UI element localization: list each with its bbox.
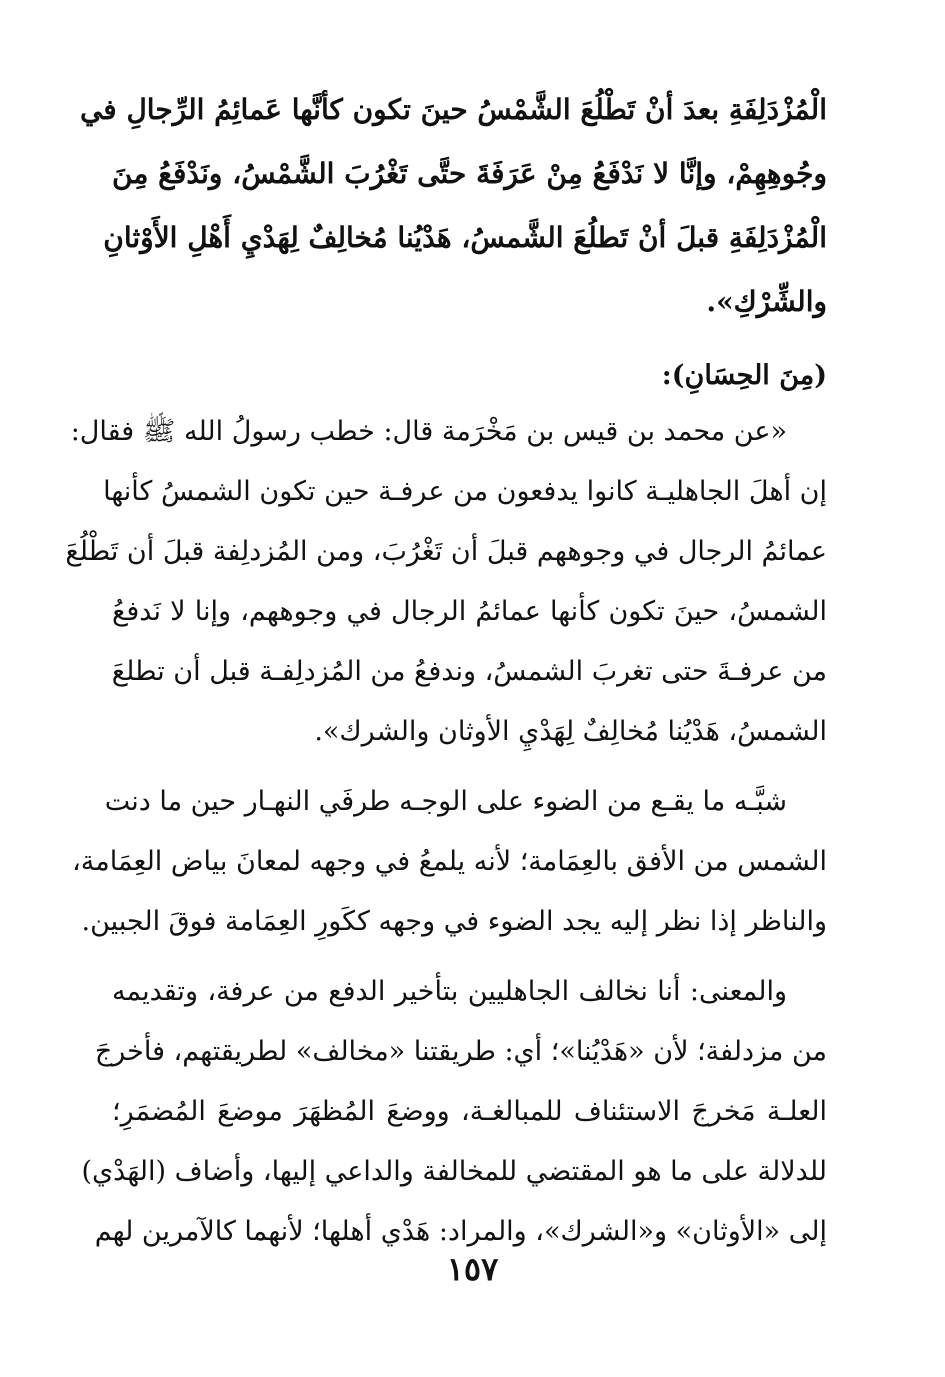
page-number: ١٥٧ xyxy=(446,1250,499,1288)
text-line: من عرفـةَ حتى تغربَ الشمسُ، وندفعُ من المُزدلِفـة قبل أن تطلعَ xyxy=(111,656,827,687)
page-body xyxy=(65,78,827,1272)
text-line: الشمسُ، حينَ تكون كأنها عمائمُ الرجال في وجوههم، وإنا لا نَدفعُ xyxy=(112,596,827,627)
paragraph-hadith-quote xyxy=(65,402,827,762)
text-line: والشِّرْكِ». xyxy=(706,285,827,318)
text-line: من مزدلفة؛ لأن «هَدْيُنا»؛ أي: طريقتنا «مخالف» لطريقتهم، فأخرجَ xyxy=(94,1036,827,1067)
text-line: والمعنى: أنا نخالف الجاهليين بتأخير الدفع من عرفة، وتقديمه xyxy=(112,976,787,1007)
paragraph-commentary-2 xyxy=(81,962,827,1262)
text-line: الشمسُ، هَدْيُنا مُخالِفٌ لِهَدْيِ الأوثان والشرك». xyxy=(314,716,827,747)
hadith-text-bold xyxy=(79,78,827,334)
text-line: الشمس من الأفق بالعِمَامة؛ لأنه يلمعُ في وجهه لمعانَ بياض العِمَامة، xyxy=(72,846,827,877)
text-line: للدلالة على ما هو المقتضي للمخالفة والداعي إليها، وأضاف (الهَدْي) xyxy=(81,1156,827,1187)
text-line: الْمُزْدَلِفَةِ قبلَ أنْ تَطلُعَ الشَّمسُ، هَدْيُنا مُخالِفٌ لِهَدْيِ أَهْلِ الأَوْثانِ xyxy=(103,221,827,254)
text-line: إن أهلَ الجاهليـة كانوا يدفعون من عرفـة حين تكون الشمسُ كأنها xyxy=(103,476,827,507)
text-line: «عن محمد بن قيس بن مَخْرَمة قال: خطب رسولُ الله ﷺ فقال: xyxy=(70,416,787,447)
text-line: إلى «الأوثان» و«الشرك»، والمراد: هَدْي أهلها؛ لأنهما كالآمرين لهم xyxy=(94,1216,827,1247)
paragraph-commentary-1 xyxy=(72,772,827,952)
text-line: العلـة مَخرجَ الاستئناف للمبالغـة، ووضعَ المُظهَرَ موضعَ المُضمَرِ؛ xyxy=(112,1096,827,1127)
section-heading: (مِنَ الحِسَانِ): xyxy=(661,360,827,391)
text-line: شبَّـه ما يقـع من الضوء على الوجـه طرفَي النهـار حين ما دنت xyxy=(104,786,787,817)
text-line: الْمُزْدَلِفَةِ بعدَ أنْ تَطْلُعَ الشَّمْسُ حينَ تكون كأنَّها عَمائِمُ الرِّجالِ في xyxy=(79,93,827,126)
text-line: عمائمُ الرجال في وجوههم قبلَ أن تَغْرُبَ، ومن المُزدلِفة قبلَ أن تَطْلُعَ xyxy=(65,536,827,567)
text-line: وجُوهِهِمْ، وإنَّا لا نَدْفَعُ مِنْ عَرَفَةَ حتَّى تَغْرُبَ الشَّمْسُ، ونَدْفَعُ مِنَ xyxy=(112,157,827,190)
text-line: والناظر إذا نظر إليه يجد الضوء في وجهه ككَورِ العِمَامة فوقَ الجبين. xyxy=(81,906,827,937)
